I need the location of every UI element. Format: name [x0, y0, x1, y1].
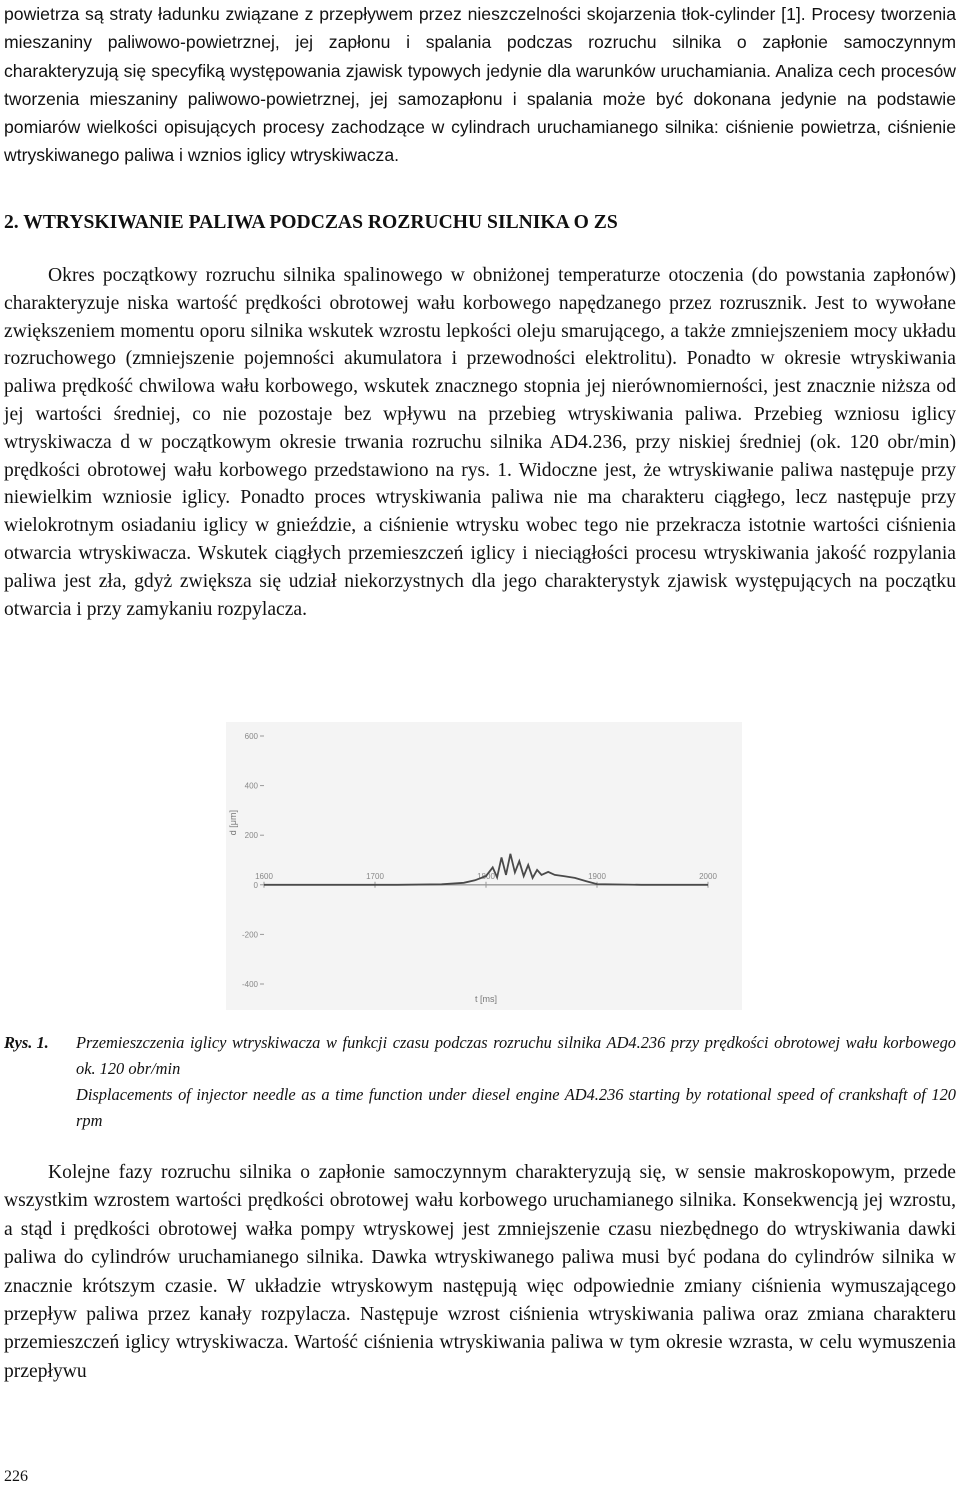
y-tick-label: 400	[244, 781, 258, 791]
y-tick-label: -200	[241, 930, 258, 940]
chart-background	[226, 722, 742, 1010]
y-tick-label: 200	[244, 831, 258, 841]
section-heading: 2. WTRYSKIWANIE PALIWA PODCZAS ROZRUCHU SILNIKA O ZS	[4, 212, 618, 233]
page-number: 226	[4, 1468, 28, 1485]
caption-english: Displacements of injector needle as a time function under diesel engine AD4.236 starting by rotational speed of crankshaft of 120 rpm	[76, 1085, 956, 1131]
x-axis-label: t [ms]	[475, 994, 497, 1004]
body-paragraph: Okres początkowy rozruchu silnika spalinowego w obniżonej temperaturze otoczenia (do powstania zapłonów) charakteryzuje niska wartość prędkości obrotowej wału korbowego napędzanego przez rozrusznik. Jest to wywołane zwiększeniem momentu oporu silnika wskutek wzrostu lepkości oleju smarującego, a także zmniejszeniem mocy układu rozruchowego (zmniejszenie pojemności akumulatora i przewodności elektrolitu). Ponadto w okresie wtryskiwania paliwa prędkość chwilowa wału korbowego, wskutek znacznego stopnia jej nierównomierności, jest znacznie niższa od jej wartości średniej, co nie pozostaje bez wpływu na przebieg wtryskiwania paliwa. Przebieg wzniosu iglicy wtryskiwacza d w początkowym okresie trwania rozruchu silnika AD4.236, przy niskiej średniej (ok. 120 obr/min) prędkości obrotowej wału korbowego przedstawiono na rys. 1. Widoczne jest, że wtryskiwanie paliwa następuje przy niewielkim wzniosie iglicy. Ponadto proces wtryskiwania paliwa nie ma charakteru ciągłego, lecz następuje przy wielokrotnym osiadaniu iglicy w gnieździe, a ciśnienie wtrysku wobec tego nie przekracza istotnie wartości ciśnienia otwarcia wtryskiwacza. Wskutek ciągłych przemieszczeń iglicy i nieciągłości procesu wtryskiwania jakość rozpylania paliwa jest zła, gdyż zwiększa się udział niekorzystnych dla jego charakterystyk zjawisk występujących na początku otwarcia i przy zamykaniu rozpylacza.	[4, 265, 956, 620]
y-axis-label: d [μm]	[228, 809, 238, 836]
y-tick-label: -400	[241, 980, 258, 989]
x-tick-label: 2000	[699, 871, 717, 881]
needle-displacement-chart	[226, 722, 742, 1010]
body-paragraph: Kolejne fazy rozruchu silnika o zapłonie samoczynnym charakteryzują się, w sensie makroskopowym, przede wszystkim wzrostem wartości prędkości obrotowej wału korbowego uruchamianego silnika. Konsekwencją jej wzrostu, a stąd i prędkości obrotowej wałka pompy wtryskowej jest zmniejszenie czasu niezbędnego do wtryskiwania dawki paliwa do cylindrów uruchamianego silnika. Dawka wtryskiwanego paliwa musi być podana do cylindrów silnika w znacznie krótszym czasie. W układzie wtryskowym następują więc odpowiednie zmiany ciśnienia wymuszającego przepływ paliwa przez kanały rozpylacza. Następuje wzrost ciśnienia wtryskiwania paliwa oraz zmiana charakteru przemieszczeń iglicy wtryskiwacza. Wartość ciśnienia wtryskiwania paliwa w tym okresie wzrasta, w celu wymuszenia przepływu	[4, 1162, 956, 1382]
y-tick-label: 600	[244, 732, 258, 741]
body-paragraph: powietrza są straty ładunku związane z przepływem przez nieszczelności skojarzenia tłok-cylinder [1]. Procesy tworzenia mieszaniny paliwowo-powietrznej, jej zapłonu i spalania podczas rozruchu silnika o zapłonie samoczynnym charakteryzują się specyfiką występowania zjawisk typowych jedynie dla warunków uruchamiania. Analiza cech procesów tworzenia mieszaniny paliwowo-powietrznej, jej samozapłonu i spalania może być dokonana jedynie na podstawie pomiarów wielkości opisujących procesy zachodzące w cylindrach uruchamianego silnika: ciśnienie powietrza, ciśnienie wtryskiwanego paliwa i wznios iglicy wtryskiwacza.	[4, 4, 956, 166]
x-tick-label: 1700	[366, 871, 384, 881]
y-tick-label: 0	[253, 880, 258, 890]
figure-1	[226, 722, 742, 1010]
figure-label: Rys. 1.	[4, 1033, 49, 1052]
x-tick-label: 1900	[588, 871, 606, 881]
x-tick-label: 1600	[255, 871, 273, 881]
caption-polish: Przemieszczenia iglicy wtryskiwacza w funkcji czasu podczas rozruchu silnika AD4.236 przy prędkości obrotowej wału korbowego ok. 120 obr/min	[76, 1033, 956, 1079]
x-tick-label: 1800	[477, 871, 495, 881]
